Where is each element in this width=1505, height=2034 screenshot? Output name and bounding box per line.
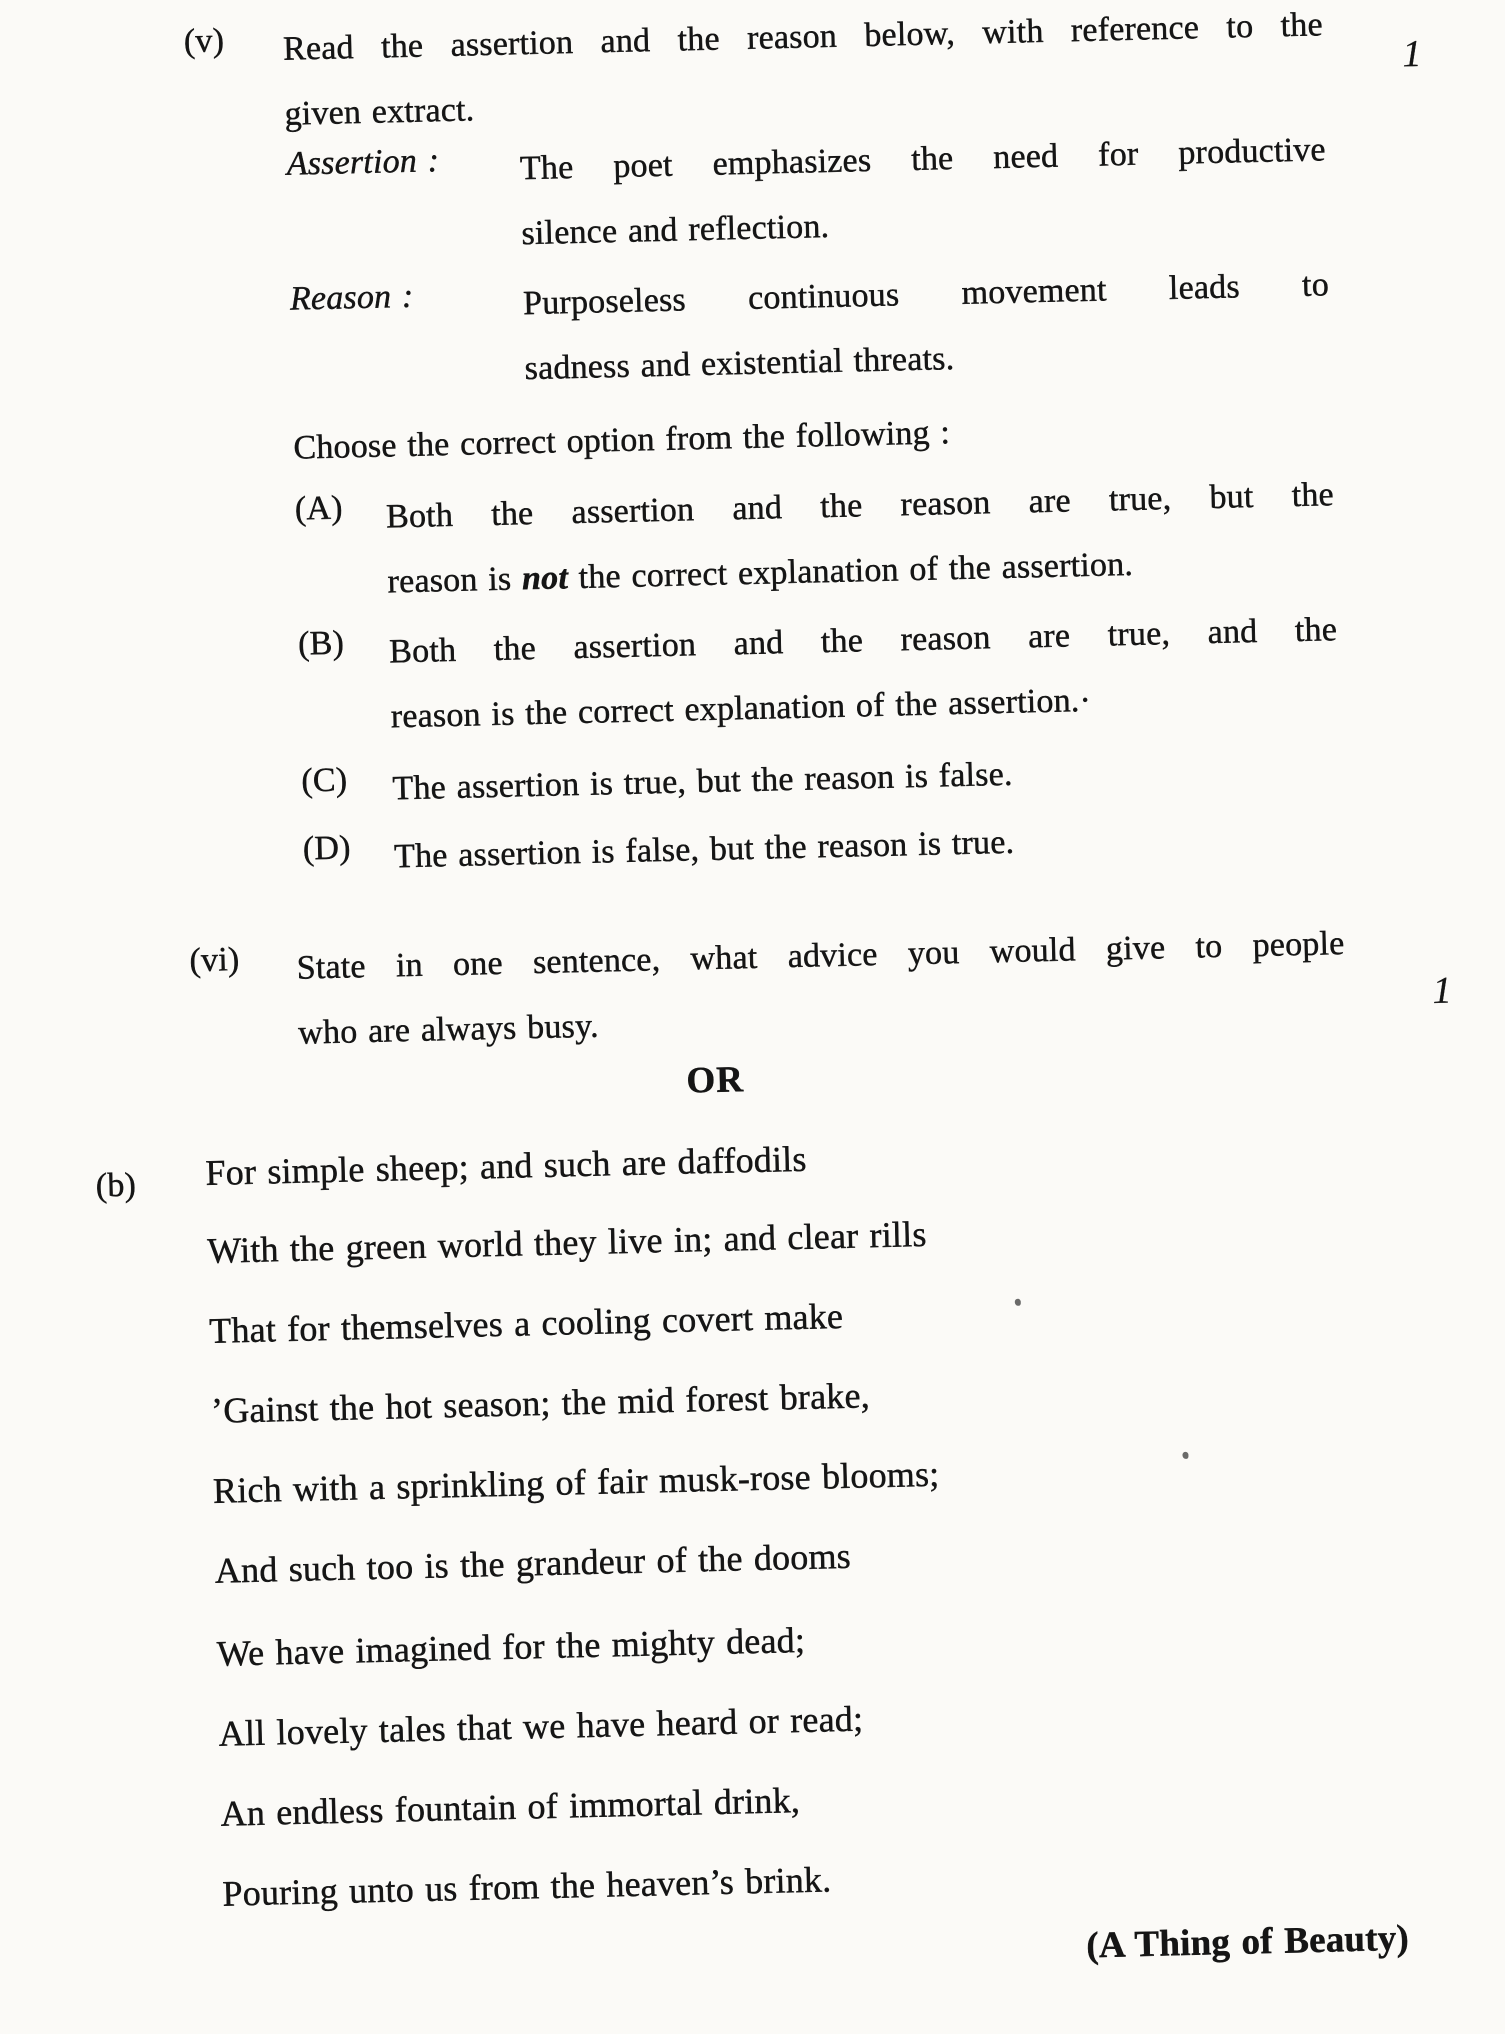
option-a-line-1: Both the assertion and the reason are true, but the: [385, 476, 1335, 536]
reason-line-2: sadness and existential threats.: [524, 340, 955, 388]
poem-line: Pouring unto us from the heaven’s brink.: [222, 1859, 832, 1914]
question-v-number: (v): [183, 22, 225, 61]
poem-line: An endless fountain of immortal drink,: [220, 1780, 801, 1834]
assertion-label: Assertion :: [286, 142, 440, 183]
poem-line: Rich with a sprinkling of fair musk-rose blooms;: [212, 1453, 940, 1511]
question-vi-marks: 1: [1432, 969, 1453, 1012]
question-vi-prompt-line-2: who are always busy.: [297, 1007, 600, 1052]
or-divider: OR: [686, 1059, 745, 1102]
option-b-label: (B): [297, 624, 345, 663]
poem-line: ’Gainst the hot season; the mid forest brake,: [210, 1375, 871, 1431]
choose-prompt: Choose the correct option from the following :: [293, 414, 951, 467]
question-v-marks: 1: [1402, 32, 1423, 76]
scan-speck: [1182, 1452, 1188, 1459]
question-v-prompt-line-2: given extract.: [284, 91, 475, 133]
option-d-text: The assertion is false, but the reason is true.: [393, 823, 1015, 876]
question-b-number: (b): [95, 1166, 137, 1205]
option-a-not-emphasis: not: [521, 559, 569, 598]
poem-line: And such too is the grandeur of the dooms: [214, 1535, 852, 1591]
option-d-label: (D): [302, 829, 352, 868]
poem-line: We have imagined for the mighty dead;: [216, 1619, 806, 1674]
option-a-line-2-pre: reason is: [387, 560, 523, 601]
option-a-line-2-post: the correct explanation of the assertion.: [567, 545, 1134, 597]
poem-line: That for themselves a cooling covert make: [208, 1295, 844, 1351]
option-b-text: [389, 597, 1340, 749]
question-vi-prompt: [296, 911, 1347, 1066]
option-c-text: The assertion is true, but the reason is false.: [392, 755, 1014, 808]
reason-line-1: Purposeless continuous movement leads to: [522, 266, 1330, 323]
option-a-label: (A): [294, 489, 344, 528]
question-vi-number: (vi): [189, 941, 240, 980]
option-c-label: (C): [300, 761, 348, 800]
reason-label: Reason :: [289, 277, 414, 318]
option-b-line-1: Both the assertion and the reason are true, and the: [388, 611, 1338, 671]
question-v-prompt-line-1: Read the assertion and the reason below, with reference to the: [282, 6, 1324, 68]
question-vi-prompt-line-1: State in one sentence, what advice you would give to people: [296, 925, 1345, 987]
assertion-text: [519, 117, 1328, 266]
assertion-line-1: The poet emphasizes the need for productive: [519, 131, 1327, 188]
assertion-line-2: silence and reflection.: [521, 207, 830, 253]
poem-line: All lovely tales that we have heard or read;: [218, 1698, 864, 1754]
option-b-line-2: reason is the correct explanation of the assertion.·: [390, 681, 1092, 736]
poem-attribution: (A Thing of Beauty): [1085, 1917, 1410, 1967]
scan-speck: [1015, 1299, 1021, 1306]
poem-line: For simple sheep; and such are daffodils: [205, 1138, 808, 1193]
reason-text: [522, 252, 1331, 401]
option-a-text: [385, 462, 1336, 614]
poem-line: With the green world they live in; and clear rills: [206, 1213, 927, 1271]
